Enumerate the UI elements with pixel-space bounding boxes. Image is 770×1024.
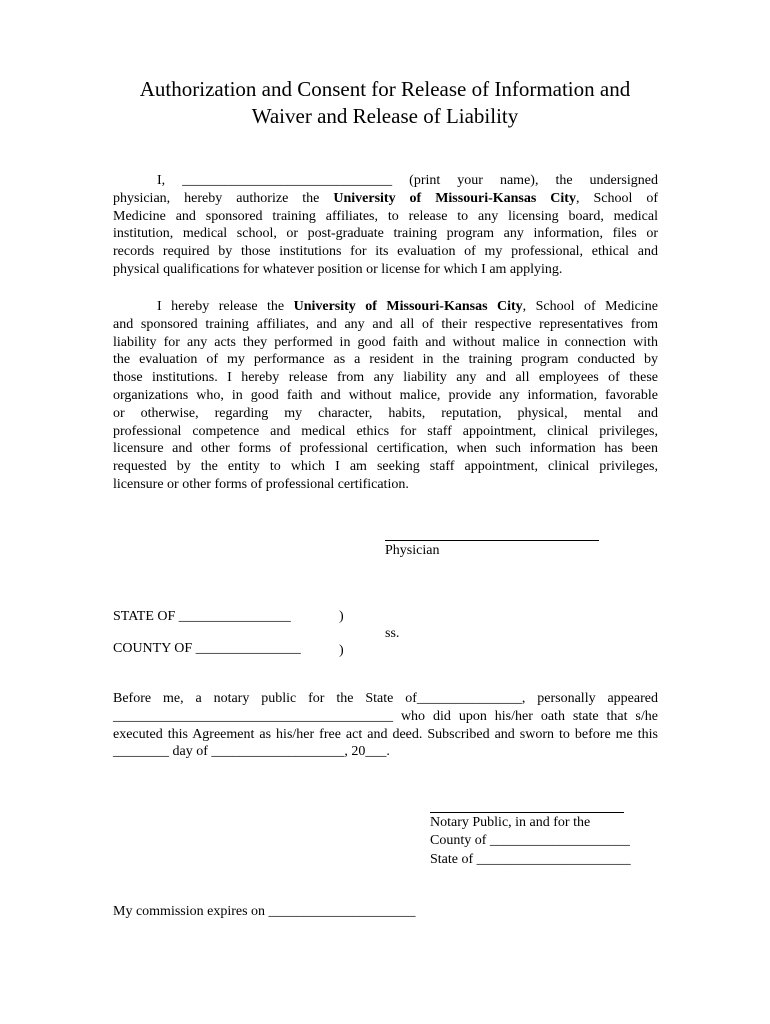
title-line-1: Authorization and Consent for Release of Information and: [139, 77, 631, 101]
physician-label: Physician: [385, 543, 440, 558]
paragraph-line: [113, 190, 658, 208]
venue-paren-1: ): [339, 609, 344, 624]
text-fragment: I,: [157, 173, 183, 188]
state-of-field[interactable]: STATE OF ________________: [113, 609, 291, 624]
paragraph-line: institution, medical school, or post-graduate training program any information, files or: [113, 226, 658, 242]
notary-county-field[interactable]: County of ____________________: [430, 833, 630, 848]
university-name: University of Missouri-Kansas City: [333, 190, 576, 206]
venue-paren-2: ): [339, 643, 344, 658]
county-of-field[interactable]: COUNTY OF _______________: [113, 641, 301, 656]
print-name-field[interactable]: ______________________________: [182, 173, 393, 188]
paragraph-line: or otherwise, regarding my character, habits, reputation, physical, mental and: [113, 405, 658, 421]
ss-label: ss.: [385, 626, 400, 641]
paragraph-line: organizations who, in good faith and without malice, provide any information, favorable: [113, 387, 658, 403]
notary-state-field[interactable]: State of ______________________: [430, 852, 631, 867]
text-fragment: (print your name), the undersigned: [392, 173, 658, 188]
paragraph-line: requested by the entity to which I am seeking staff appointment, clinical privileges,: [113, 459, 658, 475]
paragraph-line: [113, 298, 658, 316]
release-paragraph: [113, 298, 658, 494]
university-name: University of Missouri-Kansas City: [293, 299, 523, 314]
paragraph-line: physical qualifications for whatever position or license for which I am applying.: [113, 261, 563, 277]
paragraph-line: ________ day of ___________________, 20___.: [113, 744, 390, 760]
text-fragment: physician, hereby authorize the: [113, 190, 334, 206]
paragraph-line: records required by those institutions for its evaluation of my professional, ethical and: [113, 244, 658, 260]
paragraph-line: liability for any acts they performed in good faith and without malice in connection with: [113, 334, 658, 350]
text-fragment: , School of Medicine: [522, 299, 658, 314]
text-fragment: , School of: [575, 190, 658, 206]
paragraph-line: and sponsored training affiliates, and any and all of their respective representatives from: [113, 316, 658, 332]
notary-paragraph: [113, 690, 658, 761]
authorization-paragraph: [113, 172, 658, 279]
paragraph-line: licensure or other forms of professional certification.: [113, 476, 409, 492]
commission-expires-field[interactable]: My commission expires on _____________________: [113, 904, 416, 919]
physician-signature-line[interactable]: [385, 540, 599, 541]
paragraph-line: ________________________________________ who did upon his/her oath state that s/he: [113, 708, 658, 724]
title-line-2: Waiver and Release of Liability: [251, 104, 519, 128]
paragraph-line: licensure and other forms of professional certification, when such information has been: [113, 441, 658, 457]
paragraph-line: Before me, a notary public for the State of_______________, personally appeared: [113, 691, 658, 706]
document-title: [100, 76, 670, 130]
paragraph-line: Medicine and sponsored training affiliates, to release to any licensing board, medical: [113, 208, 658, 224]
paragraph-line: the evaluation of my performance as a resident in the training program conducted by: [113, 352, 658, 368]
paragraph-line: those institutions. I hereby release from any liability any and all employees of these: [113, 370, 658, 386]
notary-public-label: Notary Public, in and for the: [430, 815, 591, 830]
paragraph-line: executed this Agreement as his/her free act and deed. Subscribed and sworn to before me this: [113, 726, 658, 742]
text-fragment: I hereby release the: [157, 299, 294, 314]
paragraph-line: professional competence and medical ethics for staff appointment, clinical privileges,: [113, 423, 658, 439]
paragraph-line: [113, 172, 658, 190]
notary-signature-line[interactable]: [430, 812, 624, 813]
